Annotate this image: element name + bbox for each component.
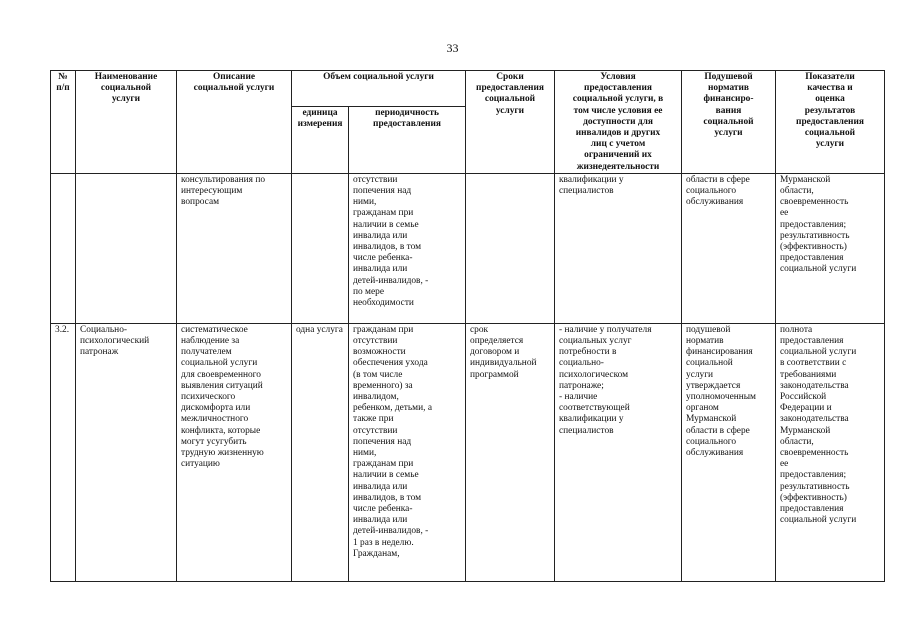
cell-line: лиц с учетом	[590, 139, 646, 150]
cell-line: ситуацию	[181, 459, 220, 470]
cell-line: социально-	[559, 358, 604, 369]
cell-line: ребенком, детьми, а	[353, 403, 432, 414]
cell-line: области в сфере	[686, 174, 750, 185]
cell-line: в соответствии с	[780, 358, 847, 369]
cell-line: выявления ситуаций	[181, 380, 263, 391]
cell-line: вопросам	[181, 197, 220, 208]
cell-line: подушевой	[686, 324, 731, 335]
cell-line: предоставления;	[780, 219, 847, 230]
cell-line: 3.2.	[55, 324, 70, 335]
cell-line: Российской	[780, 392, 827, 403]
cell-line: числе ребенка-	[353, 504, 413, 515]
cell-line: Условия	[600, 72, 636, 82]
cell-line: законодательства	[780, 414, 849, 425]
cell-line: периодичность	[375, 108, 439, 119]
cell-line: полнота	[780, 324, 813, 335]
cell-line: возможности	[353, 347, 406, 358]
cell-line: доступности для	[583, 116, 653, 127]
cell-line: психологический	[80, 336, 150, 347]
cell-line: п/п	[56, 83, 70, 94]
cell-line: Показатели	[805, 72, 855, 82]
cell-line: финансиро-	[703, 94, 754, 105]
cell-line: своевременность	[780, 197, 849, 208]
cell-line: 1 раз в неделю.	[353, 537, 414, 548]
cell-line: социальной услуги	[780, 264, 857, 275]
cell-line: социальной	[686, 358, 733, 369]
cell-line: результативность	[780, 230, 850, 241]
cell-line: финансирования	[686, 347, 753, 358]
cell-line: специалистов	[559, 186, 614, 197]
cell-line: услуги	[815, 139, 845, 150]
cell-line: могут усугубить	[181, 436, 247, 447]
cell-line: Описание	[212, 72, 256, 82]
header-norm	[682, 71, 776, 174]
cell-name	[76, 173, 177, 323]
cell-line: детей-инвалидов, -	[353, 275, 429, 286]
cell-line: психологическом	[559, 369, 629, 380]
cell-line: Социально-	[80, 324, 127, 335]
header-terms	[466, 71, 555, 174]
cell-line: попечения над	[353, 436, 412, 447]
cell-line: отсутствии	[353, 174, 398, 185]
cell-line: Сроки	[496, 72, 524, 82]
cell-line: услуги	[714, 128, 743, 139]
cell-line: измерения	[297, 119, 343, 130]
cell-line: трудную жизненную	[181, 448, 264, 459]
cell-line: социального	[686, 436, 737, 447]
cell-line: ее	[780, 208, 789, 219]
cell-line: предоставления	[780, 253, 844, 264]
cell-line: также при	[353, 414, 394, 425]
cell-line: систематическое	[181, 324, 248, 335]
cell-line: своевременность	[780, 448, 849, 459]
cell-line: (в том числе	[353, 369, 403, 380]
cell-line: Наименование	[94, 72, 158, 82]
cell-line: социальной услуги, в	[572, 94, 664, 105]
cell-line: квалификации у	[559, 174, 624, 185]
cell-line: попечения над	[353, 186, 412, 197]
cell-line: ограничений их	[584, 150, 652, 161]
cell-line: специалистов	[559, 425, 614, 436]
cell-line: временного) за	[353, 380, 413, 391]
cell-line: потребности в	[559, 347, 617, 358]
cell-line: норматив	[686, 336, 724, 347]
cell-line: соответствующей	[559, 403, 630, 414]
cell-line: уполномоченным	[686, 392, 756, 403]
cell-line: социальной	[100, 83, 152, 94]
cell-line: социальной услуги	[181, 358, 258, 369]
cell-line: дискомфорта или	[181, 403, 251, 414]
cell-line: ними,	[353, 197, 377, 208]
cell-line: органом	[686, 403, 719, 414]
cell-line: Мурманской	[780, 174, 831, 185]
cell-line: ними,	[353, 448, 377, 459]
header-quality	[776, 71, 885, 174]
cell-line: Мурманской	[780, 425, 831, 436]
cell-line: получателем	[181, 347, 232, 358]
cell-line: договором и	[470, 347, 520, 358]
cell-line: детей-инвалидов, -	[353, 526, 429, 537]
cell-line: области,	[780, 186, 814, 197]
cell-line: жизнедеятельности	[576, 161, 660, 172]
cell-line: том числе условия ее	[573, 105, 663, 116]
cell-line: социальной услуги	[780, 515, 857, 526]
cell-periodicity	[349, 323, 466, 581]
cell-line: патронаже;	[559, 380, 604, 391]
cell-quality	[776, 323, 885, 581]
cell-line: области,	[780, 436, 814, 447]
cell-line: предоставления	[584, 83, 652, 94]
cell-line: программой	[470, 369, 519, 380]
cell-unit	[292, 323, 349, 581]
cell-line: социальной услуги	[780, 347, 857, 358]
social-services-table	[50, 70, 885, 582]
cell-unit	[292, 173, 349, 323]
cell-line: необходимости	[353, 298, 414, 309]
cell-num	[51, 173, 76, 323]
cell-line: патронаж	[80, 347, 119, 358]
cell-norm	[682, 173, 776, 323]
cell-line: инвалида или	[353, 230, 408, 241]
cell-line: инвалида или	[353, 515, 408, 526]
cell-line: требованиями	[780, 369, 837, 380]
cell-line: Объем социальной услуги	[323, 72, 434, 82]
cell-line: (эффективность)	[780, 242, 847, 253]
cell-line: законодательства	[780, 380, 849, 391]
cell-line: области в сфере	[686, 425, 750, 436]
cell-line: услуги	[686, 369, 714, 380]
header-conditions	[555, 71, 682, 174]
cell-name	[76, 323, 177, 581]
cell-line: психического	[181, 392, 236, 403]
cell-line: социального	[686, 186, 737, 197]
header-num	[51, 71, 76, 174]
cell-line: ее	[780, 459, 789, 470]
cell-line: вания	[715, 105, 742, 116]
cell-line: социальной услуги	[193, 83, 275, 94]
cell-line: срок	[470, 324, 489, 335]
cell-line: результатов	[804, 105, 856, 116]
cell-line: по мере	[353, 286, 384, 297]
cell-line: социальной	[484, 94, 536, 105]
cell-line: инвалидов и других	[575, 128, 661, 139]
cell-line: инвалидом,	[353, 392, 399, 403]
cell-line: наличии в семье	[353, 219, 419, 230]
cell-line: консультирования по	[181, 174, 266, 185]
cell-line: Подушевой	[704, 72, 753, 82]
cell-conditions	[555, 173, 682, 323]
cell-line: социальной	[703, 116, 754, 127]
header-periodicity	[349, 107, 466, 174]
cell-line: предоставления	[780, 336, 844, 347]
table-row	[51, 173, 885, 323]
header-row-top	[51, 71, 885, 107]
cell-line: инвалида или	[353, 481, 408, 492]
table-row	[51, 323, 885, 581]
cell-line: гражданам при	[353, 208, 414, 219]
cell-line: инвалида или	[353, 264, 408, 275]
header-unit	[292, 107, 349, 174]
cell-line: предоставления	[373, 119, 441, 130]
cell-line: предоставления;	[780, 470, 847, 481]
cell-line: наличии в семье	[353, 470, 419, 481]
cell-periodicity	[349, 173, 466, 323]
cell-line: числе ребенка-	[353, 253, 413, 264]
cell-terms	[466, 323, 555, 581]
cell-line: утверждается	[686, 380, 741, 391]
cell-description	[177, 173, 292, 323]
cell-line: Федерации и	[780, 403, 832, 414]
cell-num	[51, 323, 76, 581]
cell-line: индивидуальной	[470, 358, 537, 369]
cell-line: предоставления	[780, 504, 844, 515]
cell-line: услуги	[111, 94, 141, 105]
cell-line: отсутствии	[353, 425, 398, 436]
page-number: 33	[446, 41, 459, 55]
cell-quality	[776, 173, 885, 323]
cell-line: межличностного	[181, 414, 249, 425]
cell-line: инвалидов, в том	[353, 242, 422, 253]
cell-line: - наличие у получателя	[559, 324, 652, 335]
cell-line: гражданам при	[353, 459, 414, 470]
cell-line: гражданам при	[353, 324, 414, 335]
cell-line: для своевременного	[181, 369, 261, 380]
cell-line: Мурманской	[686, 414, 737, 425]
cell-line: обеспечения ухода	[353, 358, 428, 369]
cell-line: оценка	[815, 94, 845, 105]
cell-line: №	[58, 72, 68, 82]
cell-line: инвалидов, в том	[353, 492, 422, 503]
header-description	[177, 71, 292, 174]
header-name	[76, 71, 177, 174]
cell-line: наблюдение за	[181, 336, 240, 347]
cell-line: норматив	[708, 83, 749, 94]
cell-line: предоставления	[476, 83, 544, 94]
cell-line: конфликта, которые	[181, 425, 261, 436]
cell-terms	[466, 173, 555, 323]
cell-line: обслуживания	[686, 448, 744, 459]
cell-line: Гражданам,	[353, 548, 400, 559]
header-volume-group	[292, 71, 466, 107]
cell-line: результативность	[780, 481, 850, 492]
cell-line: единица	[302, 108, 338, 119]
cell-line: отсутствии	[353, 336, 398, 347]
cell-line: предоставления	[796, 116, 864, 127]
cell-norm	[682, 323, 776, 581]
cell-line: обслуживания	[686, 197, 744, 208]
cell-description	[177, 323, 292, 581]
cell-line: одна услуга	[296, 324, 343, 335]
cell-line: определяется	[470, 336, 524, 347]
cell-line: качества и	[807, 83, 853, 94]
cell-line: услуги	[495, 105, 525, 116]
cell-line: (эффективность)	[780, 492, 847, 503]
cell-line: интересующим	[181, 186, 243, 197]
cell-conditions	[555, 323, 682, 581]
cell-line: социальных услуг	[559, 336, 632, 347]
cell-line: - наличие	[559, 392, 598, 403]
cell-line: квалификации у	[559, 414, 624, 425]
cell-line: социальной	[804, 128, 856, 139]
